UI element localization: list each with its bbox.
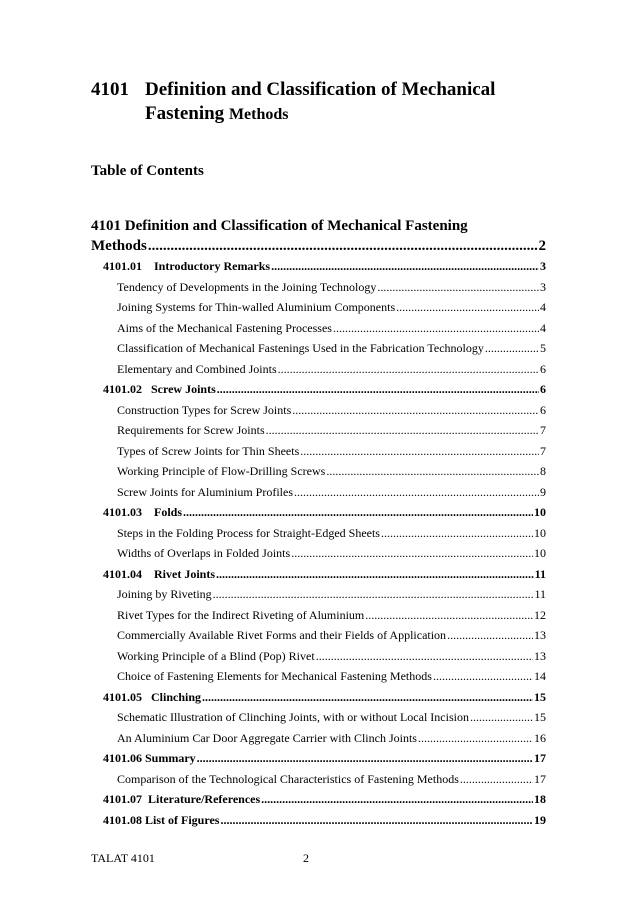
toc-entry-text: Construction Types for Screw Joints [117,402,292,417]
toc-leader-dots [418,728,533,749]
toc-top-text: Methods [91,238,147,254]
toc-section-entry[interactable] [103,564,546,585]
toc-entry-text: Screw Joints for Aluminium Profiles [117,484,293,499]
toc-entry-page: 14 [534,669,546,683]
toc-entry-page: 8 [540,464,546,478]
toc-entry-page: 11 [534,587,546,601]
title-text-line-1: Definition and Classification of Mechanical [145,79,496,100]
toc-entry-text: Rivet Types for the Indirect Riveting of Aluminium [117,607,365,622]
toc-subsection-entry[interactable] [117,400,546,421]
toc-leader-dots [433,666,533,687]
toc-entry-page: 7 [540,423,546,437]
toc-subsection-entry[interactable] [117,420,546,441]
toc-subsection-entry[interactable] [117,543,546,564]
toc-entry-page: 17 [534,771,546,786]
toc-entry-text: Joining Systems for Thin-walled Aluminium Components [117,300,396,314]
toc-leader-dots [292,400,539,421]
toc-entry-text: Widths of Overlaps in Folded Joints [117,546,291,560]
toc-entry-text: An Aluminium Car Door Aggregate Carrier with Clinch Joints [117,730,417,745]
toc-entry-page: 15 [534,710,546,724]
toc-entry-text: Steps in the Folding Process for Straight-Edged Sheets [117,525,380,540]
toc-leader-dots [447,625,533,646]
toc-entry-page: 15 [534,689,546,704]
toc-entry-text: 4101.03 Folds [103,505,183,519]
toc-leader-dots [470,707,533,728]
toc-entry-text: Comparison of the Technological Characteristics of Fastening Methods [117,771,459,786]
title-text-line-2-small: Methods [228,106,289,123]
document-title [91,78,561,127]
toc-entry-page: 7 [540,443,546,458]
toc-top-page: 2 [538,238,546,254]
toc-entry-text: 4101.02 Screw Joints [103,382,216,396]
toc-subsection-entry[interactable] [117,359,546,380]
toc-entry-text: Aims of the Mechanical Fastening Processes [117,320,332,335]
toc-entry-page: 4 [540,320,546,335]
toc-subsection-entry[interactable] [117,461,546,482]
toc-leader-dots [213,584,534,605]
toc-entry-page: 6 [540,382,546,396]
toc-subsection-entry[interactable] [117,338,546,359]
toc-entry-page: 13 [534,628,546,642]
toc-top-line-2 [91,236,546,256]
toc-leader-dots [300,441,539,462]
toc-leader-dots [271,256,539,277]
toc-leader-dots [202,687,533,708]
toc-entry-text: 4101.01 Introductory Remarks [103,259,271,273]
toc-leader-dots [333,318,539,339]
toc-entry-page: 10 [534,546,546,560]
toc-leader-dots [266,420,539,441]
toc-leader-dots [278,359,539,380]
toc-leader-dots [377,277,539,298]
toc-subsection-entry[interactable] [117,769,546,790]
toc-entry-text: 4101.05 Clinching [103,689,202,704]
toc-leader-dots [316,646,533,667]
toc-entry-text: Tendency of Developments in the Joining Technology [117,279,377,294]
toc-top-line-1: 4101 Definition and Classification of Mechanical Fastening [91,218,468,234]
toc-leader-dots [326,461,539,482]
toc-entry-page: 10 [534,505,546,519]
toc-subsection-entry[interactable] [117,707,546,728]
toc-entry-page: 16 [534,730,546,745]
toc-entry-text: Elementary and Combined Joints [117,361,277,376]
toc-leader-dots [460,769,533,790]
toc-entry-text: Joining by Riveting [117,587,212,601]
toc-leader-dots [148,236,538,256]
toc-entry-text: 4101.07 Literature/References [103,792,261,806]
toc-heading: Table of Contents [91,163,204,179]
toc-section-entry[interactable] [103,379,546,400]
toc-leader-dots [183,502,533,523]
toc-entry-page: 6 [540,361,546,376]
toc-leader-dots [261,789,533,810]
toc-top-entry[interactable] [91,216,546,256]
title-line-2 [91,102,561,127]
toc-leader-dots [220,810,533,831]
toc-subsection-entry[interactable] [117,584,546,605]
toc-subsection-entry[interactable] [117,482,546,503]
toc-entry-page: 10 [534,525,546,540]
toc-subsection-entry[interactable] [117,605,546,626]
toc-entry-page: 17 [534,751,546,765]
toc-entry-page: 9 [540,484,546,499]
toc-leader-dots [294,482,539,503]
toc-subsection-entry[interactable] [117,728,546,749]
toc-subsection-entry[interactable] [117,646,546,667]
toc-entry-page: 18 [534,792,546,806]
toc-entry-page: 11 [534,566,546,581]
title-text-line-2-main: Fastening [145,103,225,124]
toc-leader-dots [396,297,539,318]
toc-entry-text: Commercially Available Rivet Forms and their Fields of Application [117,628,447,642]
toc-subsection-entry[interactable] [117,318,546,339]
toc-section-entry[interactable] [103,810,546,831]
toc-entry-page: 5 [540,341,546,355]
toc-leader-dots [217,379,539,400]
toc-entry-text: Requirements for Screw Joints [117,423,265,437]
toc-leader-dots [216,564,534,585]
toc-entry-text: 4101.06 Summary [103,751,196,765]
toc-entry-page: 3 [540,259,546,273]
toc-subsection-entry[interactable] [117,297,546,318]
toc-entry-text: Schematic Illustration of Clinching Joints, with or without Local Incision [117,710,469,724]
toc-section-entry[interactable] [103,502,546,523]
toc-entries [91,256,546,830]
footer-doc-id: TALAT 4101 [91,851,155,865]
toc-section-entry[interactable] [103,748,546,769]
toc-entry-page: 4 [540,300,546,314]
toc-entry-page: 3 [540,279,546,294]
toc-section-entry[interactable] [103,256,546,277]
toc-subsection-entry[interactable] [117,625,546,646]
toc-entry-page: 19 [534,812,546,827]
toc-entry-text: Classification of Mechanical Fastenings Used in the Fabrication Technology [117,341,484,355]
toc-entry-page: 13 [534,648,546,663]
toc-entry-text: Types of Screw Joints for Thin Sheets [117,443,300,458]
toc-subsection-entry[interactable] [117,441,546,462]
toc-entry-text: Working Principle of Flow-Drilling Screws [117,464,326,478]
toc-section-entry[interactable] [103,789,546,810]
toc-entry-text: Working Principle of a Blind (Pop) Rivet [117,648,315,663]
toc-entry-text: Choice of Fastening Elements for Mechanical Fastening Methods [117,669,432,683]
toc-subsection-entry[interactable] [117,666,546,687]
toc-leader-dots [381,523,533,544]
footer-page-number: 2 [303,851,309,865]
toc-subsection-entry[interactable] [117,277,546,298]
toc-leader-dots [485,338,539,359]
toc-section-entry[interactable] [103,687,546,708]
toc-leader-dots [291,543,533,564]
toc-entry-text: 4101.08 List of Figures [103,812,220,827]
title-number: 4101 [91,79,129,100]
toc-leader-dots [197,748,533,769]
toc-leader-dots [365,605,533,626]
toc-entry-page: 6 [540,402,546,417]
table-of-contents [91,216,546,830]
toc-subsection-entry[interactable] [117,523,546,544]
title-line-1 [91,78,561,102]
toc-entry-text: 4101.04 Rivet Joints [103,566,215,581]
toc-entry-page: 12 [534,607,546,622]
